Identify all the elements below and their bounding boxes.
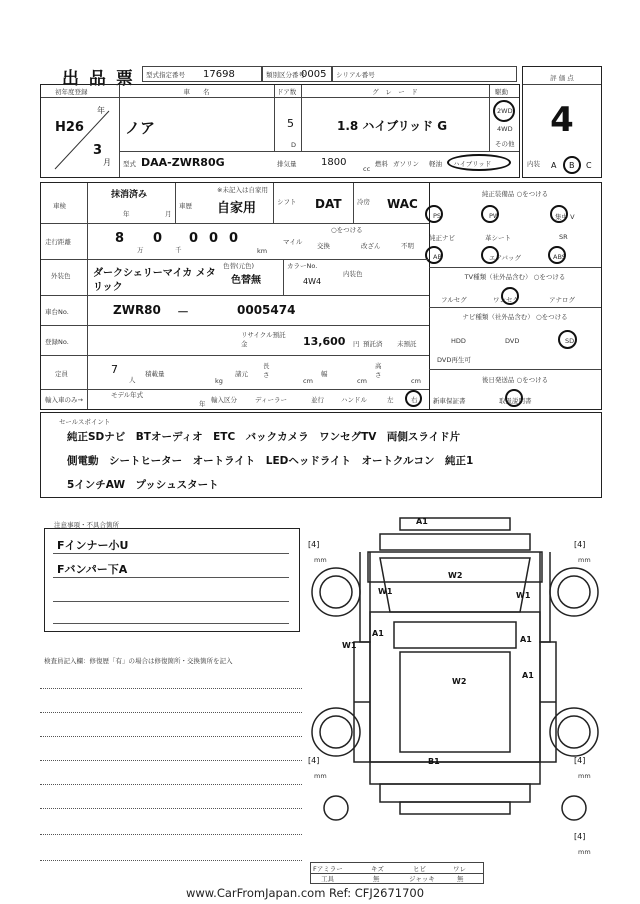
mileage-d4: 0 (209, 231, 219, 246)
after-manual: 取扱説明書 (499, 397, 532, 405)
fuel-hybrid-circle (447, 154, 511, 171)
interior-b-circle (563, 156, 581, 174)
grade-head: グ レ ー ド (372, 88, 418, 96)
equip-sr: SR (559, 233, 568, 241)
handle-left: 左 (387, 396, 394, 404)
load-label: 積載量 (145, 370, 165, 378)
watermark: www.CarFromJapan.com Ref: CFJ2671700 (186, 886, 425, 900)
legend-crack: ヒビ (413, 865, 426, 873)
sales-line-1: 純正SDナビ BTオーディオ ETC バックカメラ ワンセグTV 両側スライド片 (67, 431, 461, 443)
year-unit: 年 (97, 106, 105, 115)
legend-jack-value: 無 (457, 875, 464, 883)
grade-label: 評 価 点 (523, 70, 601, 85)
legend-scratch: キズ (371, 865, 384, 873)
sales-line-3: 5インチAW プッシュスタート (67, 479, 219, 491)
handle-label: ハンドル (341, 396, 367, 404)
tv-analog: アナログ (549, 296, 575, 304)
legend-table (310, 862, 484, 884)
load-kg: kg (215, 377, 223, 385)
legend-tool: 工具 (321, 875, 334, 883)
model-year-label: モデル年式 (111, 391, 144, 399)
mileage-label: 走行距離 (45, 238, 71, 246)
color-no-label: カラーNo. (287, 262, 318, 270)
inspection-value: 抹消済み (111, 190, 148, 200)
ac-value: WAC (387, 197, 418, 211)
page-title: 出 品 票 (62, 69, 135, 89)
capacity-unit: 人 (129, 376, 136, 384)
dimension-label: 諸元 (235, 370, 248, 378)
inspection-label: 車検 (53, 202, 66, 210)
navi-hdd: HDD (451, 337, 466, 345)
model-code: DAA-ZWR80G (141, 156, 225, 169)
drive-4wd: 4WD (497, 125, 513, 133)
mark-right-front-door: A1 (520, 635, 532, 644)
fuel-light: 軽油 (429, 160, 442, 168)
mileage-d5: 0 (229, 231, 239, 246)
import-label: 輸入車のみ→ (45, 396, 83, 404)
after-manual-circle (505, 389, 523, 407)
equip-abs: ABS (553, 253, 566, 261)
equip-pw-circle (481, 205, 499, 223)
equipment-title: 純正装備品 ○をつける (481, 190, 549, 198)
odo-exchange: 交換 (317, 242, 330, 250)
odo-unknown: 不明 (401, 242, 414, 250)
after-warranty: 新車保証書 (433, 397, 466, 405)
height-cm: cm (411, 377, 421, 385)
drive-2wd: 2WD (497, 107, 513, 115)
equip-airbag-circle (425, 246, 443, 264)
serial-label: シリアル番号 (336, 71, 375, 79)
chassis-no: 0005474 (237, 303, 296, 317)
equip-navi: 純正ナビ (429, 234, 455, 242)
interior-label: 内装 (527, 160, 540, 168)
drive-other: その他 (495, 140, 515, 148)
model-cert-no: 17698 (203, 69, 235, 80)
details-box (40, 182, 602, 410)
notes-box (44, 528, 300, 632)
handle-right-circle (405, 390, 422, 407)
fuel-gas: ガソリン (393, 160, 419, 168)
odo-tampered: 改ざん (361, 242, 381, 250)
tire-spare-mm: mm (578, 848, 591, 856)
fuel-hybrid: ハイブリッド (453, 160, 492, 168)
equip-leather: 革シート (485, 234, 511, 242)
navi-sd: SD (565, 337, 575, 345)
reg-year: H26 (55, 120, 84, 135)
tire-fl-mark: [4] (308, 540, 320, 549)
name-label: 車 名 (183, 88, 210, 96)
sales-line-2: 側電動 シートヒーター オートライト LEDヘッドライト オートクルコン 純正1 (67, 455, 474, 467)
displacement-value: 1800 (321, 157, 347, 168)
length-label: 長さ (263, 362, 270, 379)
sales-points-box (40, 412, 602, 498)
mark-hood: W2 (448, 571, 463, 580)
shift-value: DAT (315, 197, 342, 211)
note-line-2: Fバンパー下A (57, 563, 128, 576)
equip-airbag: AB (433, 253, 442, 261)
serial-cell (332, 66, 517, 82)
doors-label: ドア数 (277, 88, 297, 96)
color-change-label: 色替(元色) (223, 262, 255, 270)
legend-tool-value: 無 (373, 875, 380, 883)
recycle-amount: 13,600 (303, 335, 346, 348)
legend-jack: ジャッキ (409, 875, 435, 883)
usage-note: ※未記入は自家用 (217, 186, 268, 194)
category-no: 0005 (301, 69, 327, 80)
fuel-label: 燃料 (375, 160, 388, 168)
model-year-unit: 年 (199, 400, 206, 408)
usage-label: 車歴 (179, 202, 192, 210)
displacement-label: 排気量 (277, 160, 297, 168)
tire-fr-mark: [4] (574, 540, 586, 549)
tire-fl-mm: mm (314, 556, 327, 564)
color-no: 4W4 (303, 277, 322, 286)
tire-fr-mm: mm (578, 556, 591, 564)
equip-ps: PS (433, 212, 442, 220)
after-title: 後日発送品 ○をつける (481, 376, 549, 384)
usage-value: 自家用 (217, 201, 257, 216)
legend-break: ワレ (453, 865, 466, 873)
mileage-d3: 0 (189, 231, 199, 246)
navi-dvd: DVD (505, 337, 520, 345)
width-label: 幅 (321, 370, 328, 378)
interior-color-label: 内装色 (343, 270, 363, 278)
reg-slash (51, 107, 111, 173)
category-label: 類別区分番号 (266, 71, 305, 79)
equip-unknown: エアバッグ (489, 254, 521, 262)
note-line-1: Fインナー小U (57, 539, 129, 552)
inspector-label: 検査員記入欄：修復歴「有」の場合は修復箇所・交換箇所を記入 (44, 657, 233, 665)
month-unit: 月 (103, 158, 111, 167)
tire-rl-mark: [4] (308, 756, 320, 765)
car-name: ノア (125, 119, 156, 137)
equip-abs-circle (548, 246, 566, 264)
tv-fullseg: フルセグ (441, 296, 467, 304)
insp-year: 年 (123, 210, 130, 218)
interior-c: C (586, 161, 592, 170)
mileage-man: 万 (137, 246, 144, 254)
mark-right-rear-door: A1 (522, 671, 534, 680)
capacity-label: 定員 (55, 370, 68, 378)
mileage-sen: 千 (175, 246, 182, 254)
grade-value: 4 (550, 100, 574, 140)
dvd-play: DVD再生可 (437, 356, 471, 364)
navi-title: ナビ種類（社外品含む） ○をつける (462, 313, 568, 321)
model-cert-label: 型式指定番号 (146, 71, 185, 79)
mileage-d2: 0 (153, 231, 163, 246)
sales-points-label: セールスポイント (59, 418, 111, 426)
legend-mirror: Fアミラー (313, 865, 343, 873)
mark-roof: W2 (452, 677, 467, 686)
circle-note: ○をつける (331, 226, 363, 234)
mark-left-pillar: W1 (342, 641, 357, 650)
color-label: 外装色 (51, 272, 71, 280)
width-cm: cm (357, 377, 367, 385)
equip-pw: PW (489, 212, 500, 220)
recycle-label: リサイクル預託金 (241, 331, 286, 348)
tire-rr-mm: mm (578, 772, 591, 780)
equip-central: 集中 V (555, 213, 575, 221)
mark-left-fender: W1 (378, 587, 393, 596)
shift-label: シフト (277, 198, 297, 206)
mileage-km: km (257, 247, 268, 255)
mark-left-front-door: A1 (372, 629, 384, 638)
tv-title: TV種類（社外品含む） ○をつける (464, 273, 566, 281)
interior-a: A (551, 161, 557, 170)
insp-month: 月 (165, 210, 172, 218)
doors-value: 5 (287, 117, 294, 130)
mark-rear: B1 (428, 757, 440, 766)
chassis-dash: － (177, 305, 190, 319)
tire-rr-mark: [4] (574, 756, 586, 765)
handle-right: 右 (411, 396, 418, 404)
color-name: ダークシェリーマイカ メタリック (93, 268, 216, 293)
height-label: 高さ (375, 362, 382, 379)
mile-label: マイル (283, 238, 303, 246)
first-reg-label: 初年度登録 (55, 88, 88, 96)
color-change: 色替無 (231, 275, 261, 286)
interior-b: B (569, 161, 575, 170)
ac-label: 冷房 (357, 198, 370, 206)
chassis-prefix: ZWR80 (113, 303, 161, 317)
recycle-unpaid: 未預託 (397, 340, 417, 348)
category-cell (262, 66, 332, 82)
equip-ps-circle (425, 205, 443, 223)
equip-central-circle (550, 205, 568, 223)
reg-month: 3 (93, 143, 103, 158)
grade-box (522, 66, 602, 178)
vehicle-info-box (40, 84, 520, 178)
capacity-value: 7 (111, 363, 118, 376)
car-damage-diagram (310, 512, 610, 852)
model-cert-cell (142, 66, 262, 82)
registration-label: 登録No. (45, 338, 69, 346)
import-type-label: 輸入区分 (211, 396, 237, 404)
cc-unit: cc (363, 165, 371, 173)
notes-label: 注意事項・不具合箇所 (54, 521, 119, 529)
mark-right-fender: W1 (516, 591, 531, 600)
recycle-unit: 円 (353, 340, 360, 348)
navi-sd-circle (558, 330, 577, 349)
import-dealer: ディーラー (255, 396, 287, 404)
equip-airbag2-circle (481, 246, 499, 264)
recycle-paid: 預託済 (363, 340, 383, 348)
tv-oneseg-circle (501, 287, 519, 305)
length-cm: cm (303, 377, 313, 385)
door-d: D (291, 141, 297, 149)
drive-label: 駆動 (495, 88, 508, 96)
chassis-label: 車台No. (45, 308, 69, 316)
car-grade: 1.8 ハイブリッド G (337, 119, 448, 133)
mileage-d1: 8 (115, 231, 125, 246)
model-label: 型式 (123, 160, 136, 168)
import-parallel: 並行 (311, 396, 324, 404)
drive-2wd-circle (493, 100, 515, 122)
mark-front-bumper: A1 (416, 517, 428, 526)
tv-oneseg: ワンセグ (493, 296, 519, 304)
tire-rl-mm: mm (314, 772, 327, 780)
tire-spare-mark: [4] (574, 832, 586, 841)
